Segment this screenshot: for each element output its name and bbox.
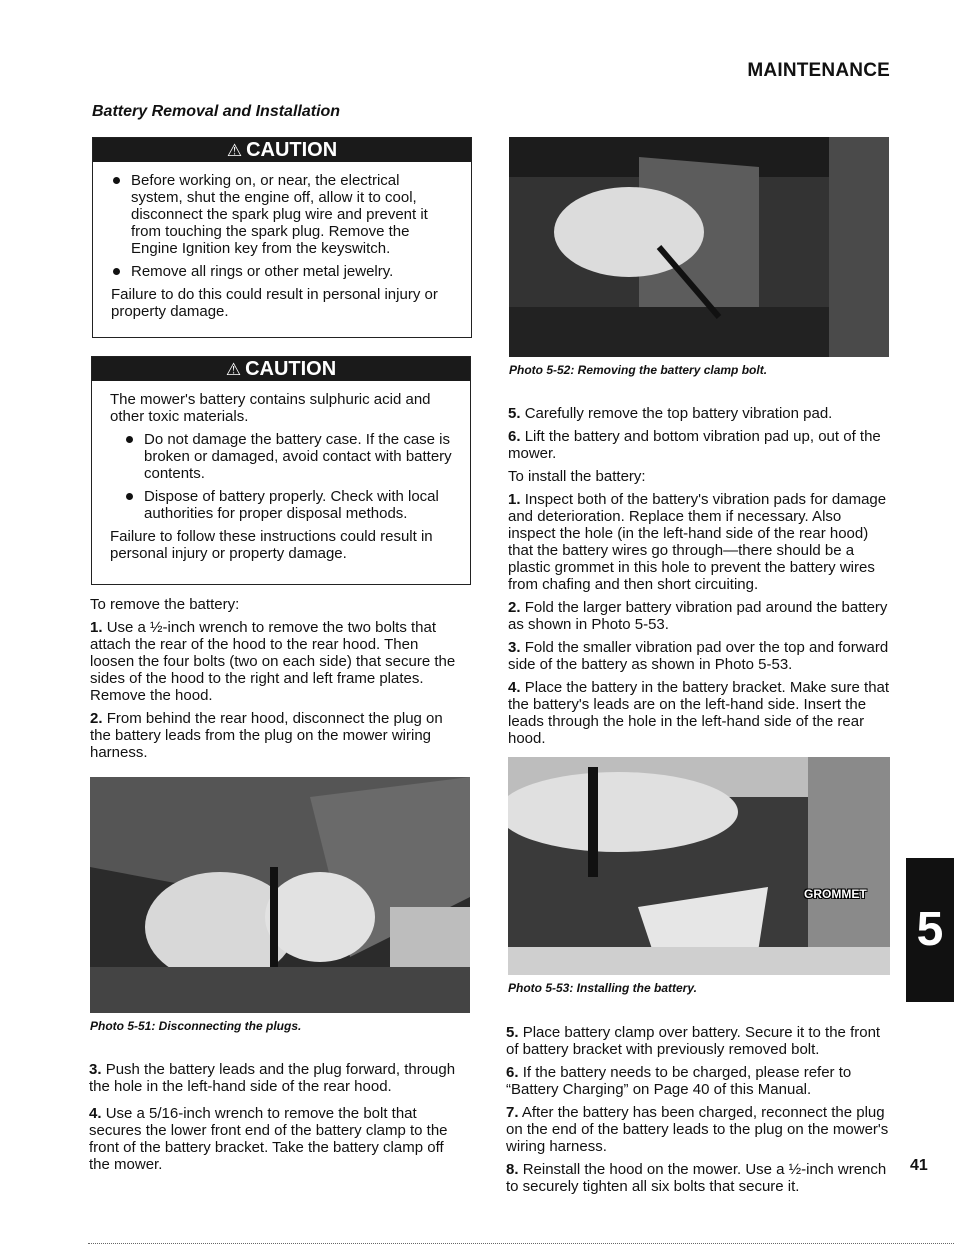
step-number: 2. [90,710,103,727]
step-1 [90,619,465,704]
install-steps-continued [506,1024,890,1201]
caution-footer: Failure to do this could result in personal injury or property damage. [111,286,438,320]
remove-steps-continued [89,1061,467,1179]
caution-bullet-text: Do not damage the battery case. If the case is broken or damaged, avoid contact with battery contents. [144,431,452,482]
step-number: 2. [508,599,521,616]
bullet-icon [113,268,120,275]
caution-bullet [111,263,455,280]
step-text: Carefully remove the top battery vibration pad. [524,405,833,422]
step-number: 5. [508,405,521,422]
caution-box-1 [92,137,472,338]
caution-label: CAUTION [245,358,337,380]
install-step-4 [508,679,890,747]
photo-removing-clamp-bolt [509,137,889,357]
step-text: Use a ½-inch wrench to remove the two bolts that attach the rear of the hood to the rear hood. Then loosen the four bolts (two on each side) that secure the sides of the hood to the right and left frame plates. Remove the hood. [90,619,456,704]
photo-caption: Photo 5-51: Disconnecting the plugs. [90,1019,302,1033]
caution-footer: Failure to follow these instructions could result in personal injury or property damage. [110,528,433,562]
photo-disconnecting-plugs [90,777,470,1013]
step-text: Use a 5/16-inch wrench to remove the bolt that secures the lower front end of the battery clamp to the front of the battery bracket. Take the battery clamp off the mower. [89,1105,448,1173]
step-number: 1. [508,491,521,508]
bullet-icon [126,493,133,500]
chapter-tab: 5 [906,858,954,1002]
caution-label: CAUTION [246,139,338,161]
step-2 [90,710,465,761]
remove-intro: To remove the battery: [90,596,240,613]
step-number: 4. [89,1105,102,1122]
install-step-5 [506,1024,890,1058]
step-6 [508,428,890,462]
step-4 [89,1105,467,1173]
caution-banner [93,138,471,162]
section-header: MAINTENANCE [747,60,890,81]
caution-intro: The mower's battery contains sulphuric acid and other toxic materials. [110,391,431,425]
page-number: 41 [910,1157,928,1174]
step-text: Inspect both of the battery's vibration pads for damage and deterioration. Replace them if necessary. Also inspect the hole (in the left-hand side of the rear hood) that the battery wires go through—there should be a plastic grommet in this hole to prevent the battery wires from chafing and then short circuiting. [508,491,887,593]
step-5 [508,405,890,422]
bullet-icon [113,177,120,184]
step-number: 5. [506,1024,519,1041]
caution-bullet-text: Remove all rings or other metal jewelry. [131,263,394,280]
step-text: Fold the larger battery vibration pad around the battery as shown in Photo 5-53. [508,599,888,633]
photo-caption: Photo 5-52: Removing the battery clamp bolt. [509,363,768,377]
step-text: Fold the smaller vibration pad over the top and forward side of the battery as shown in Photo 5-53. [508,639,889,673]
step-text: Place battery clamp over battery. Secure it to the front of battery bracket with previously removed bolt. [506,1024,881,1058]
install-step-8 [506,1161,890,1195]
section-title: Battery Removal and Installation [92,103,341,120]
install-step-2 [508,599,890,633]
step-number: 7. [506,1104,519,1121]
install-intro: To install the battery: [508,468,646,485]
install-step-7 [506,1104,890,1155]
step-text: Reinstall the hood on the mower. Use a ½-inch wrench to securely tighten all six bolts that secure it. [506,1161,887,1195]
step-text: Place the battery in the battery bracket. Make sure that the battery's leads are on the left-hand side. Insert the leads through the hole in the left-hand side of the rear hood. [508,679,890,747]
step-number: 6. [506,1064,519,1081]
step-number: 4. [508,679,521,696]
step-text: From behind the rear hood, disconnect the plug on the battery leads from the plug on the mower wiring harness. [90,710,443,761]
caution-bullet-text: Dispose of battery properly. Check with local authorities for proper disposal methods. [144,488,439,522]
caution-bullet [111,172,455,257]
warning-triangle-icon: ⚠ [225,360,242,379]
install-steps [508,405,890,753]
step-text: If the battery needs to be charged, please refer to “Battery Charging” on Page 40 of this Manual. [506,1064,852,1098]
warning-triangle-icon: ⚠ [226,141,243,160]
photo-caption: Photo 5-53: Installing the battery. [508,981,697,995]
photo-installing-battery [508,757,890,975]
step-3 [89,1061,467,1095]
step-text: Lift the battery and bottom vibration pad up, out of the mower. [508,428,881,462]
caution-bullet [124,431,454,482]
bottom-rule [88,1243,954,1244]
remove-steps [90,596,465,767]
caution-bullet [124,488,454,522]
install-step-6 [506,1064,890,1098]
step-number: 3. [508,639,521,656]
step-number: 1. [90,619,103,636]
install-step-3 [508,639,890,673]
step-text: After the battery has been charged, reconnect the plug on the end of the battery leads to the plug on the mower's wiring harness. [506,1104,889,1155]
step-number: 3. [89,1061,102,1078]
caution-box-2 [91,356,471,585]
bullet-icon [126,436,133,443]
step-number: 6. [508,428,521,445]
caution-bullet-text: Before working on, or near, the electrical system, shut the engine off, allow it to cool, disconnect the spark plug wire and prevent it from touching the spark plug. Remove the Engine Ignition key from the keyswitch. [131,172,428,257]
install-step-1 [508,491,890,593]
grommet-label: GROMMET [804,887,867,901]
step-number: 8. [506,1161,519,1178]
caution-banner [92,357,470,381]
step-text: Push the battery leads and the plug forward, through the hole in the left-hand side of the rear hood. [89,1061,456,1095]
